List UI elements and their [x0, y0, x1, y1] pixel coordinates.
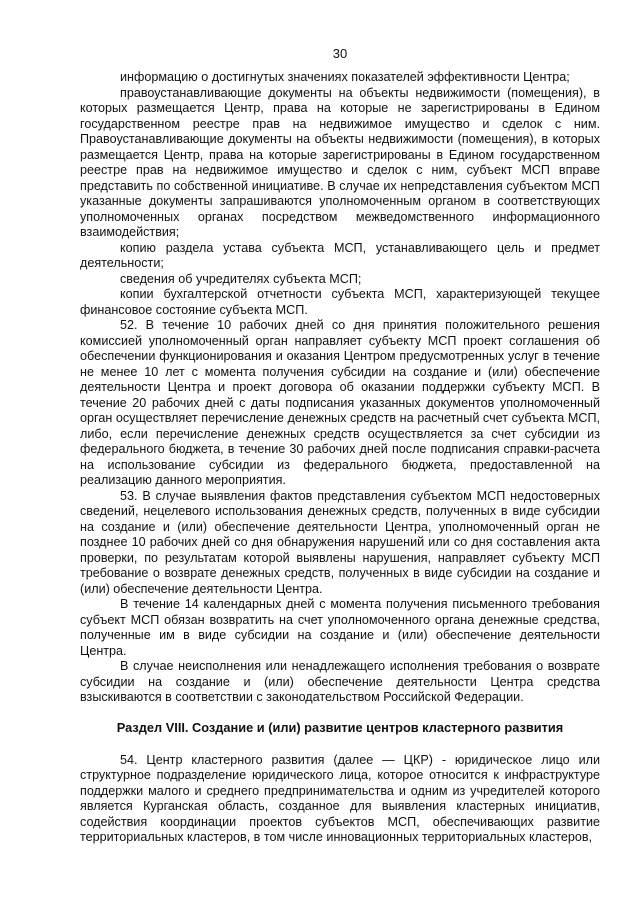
paragraph-clause-54: 54. Центр кластерного развития (далее — ЦКР) - юридическое лицо или структурное подразделение юридического лица, которое относится к инфраструктуре поддержки малого и среднего предпринимательства и одним из учредителей которого является Курганская область, созданное для выявления кластерных инициатив, содействия координации проектов субъектов МСП, обеспечивающих развитие территориальных кластеров, в том числе инновационных территориальных кластеров, [80, 752, 600, 844]
paragraph-clause-52: 52. В течение 10 рабочих дней со дня принятия положительного решения комиссией уполномоченный орган направляет субъекту МСП проект соглашения об обеспечении функционирования и оказания Центром предусмотренных услуг в течение не менее 10 лет с момента получения субсидии на создание и (или) обеспечение деятельности Центра и проект договора об оказании поддержки субъекту МСП. В течение 20 рабочих дней с даты подписания указанных документов уполномоченный орган осуществляет перечисление денежных средств на расчетный счет субъекта МСП, либо, если перечисление денежных средств осуществляется за счет субсидии из федерального бюджета, в течение 30 рабочих дней после подписания справки-расчета на использование субсидии из федерального бюджета, предоставленной на реализацию данного мероприятия. [80, 318, 600, 487]
paragraph-accounting-copies: копии бухгалтерской отчетности субъекта МСП, характеризующей текущее финансовое состояние субъекта МСП. [80, 287, 600, 317]
paragraph-enforcement: В случае неисполнения или ненадлежащего исполнения требования о возврате субсидии на создание и (или) обеспечение деятельности Центра средства взыскиваются в соответствии с законодательством Российской Федерации. [80, 659, 600, 704]
paragraph-efficiency-info: информацию о достигнутых значениях показателей эффективности Центра; [120, 70, 570, 84]
paragraph-founders-info: сведения об учредителях субъекта МСП; [120, 271, 362, 286]
page-number: 30 [332, 46, 348, 61]
section-heading: Раздел VIII. Создание и (или) развитие центров кластерного развития [116, 719, 564, 735]
paragraph-charter-copy: копию раздела устава субъекта МСП, устанавливающего цель и предмет деятельности; [80, 240, 600, 270]
paragraph-clause-53: 53. В случае выявления фактов представления субъектом МСП недостоверных сведений, нецелевого использования денежных средств, полученных в виде субсидии на создание и (или) обеспечение деятельности Центра, уполномоченный орган не позднее 10 рабочих дней со дня обнаружения нарушений или со дня составления акта проверки, по результатам которой выявлены нарушения, направляет субъекту МСП требование о возврате денежных средств, полученных в виде субсидии на создание и (или) обеспечение деятельности Центра. [80, 488, 600, 596]
paragraph-property-documents: правоустанавливающие документы на объекты недвижимости (помещения), в которых размещается Центр, права на которые не зарегистрированы в Едином государственном реестре прав на недвижимое имущество и сделок с ним. Правоустанавливающие документы на объекты недвижимости (помещения), в которых размещается Центр, права на которые зарегистрированы в Едином государственном реестре прав на недвижимое имущество и сделок с ним, субъект МСП вправе представить по собственной инициативе. В случае их непредставления субъектом МСП указанные документы запрашиваются уполномоченным органом в соответствующих уполномоченных органах посредством межведомственного информационного взаимодействия; [80, 85, 600, 239]
paragraph-refund-deadline: В течение 14 календарных дней с момента получения письменного требования субъект МСП обязан возвратить на счет уполномоченного органа денежные средства, полученные им в виде субсидии на создание и (или) обеспечение деятельности Центра. [80, 597, 600, 658]
